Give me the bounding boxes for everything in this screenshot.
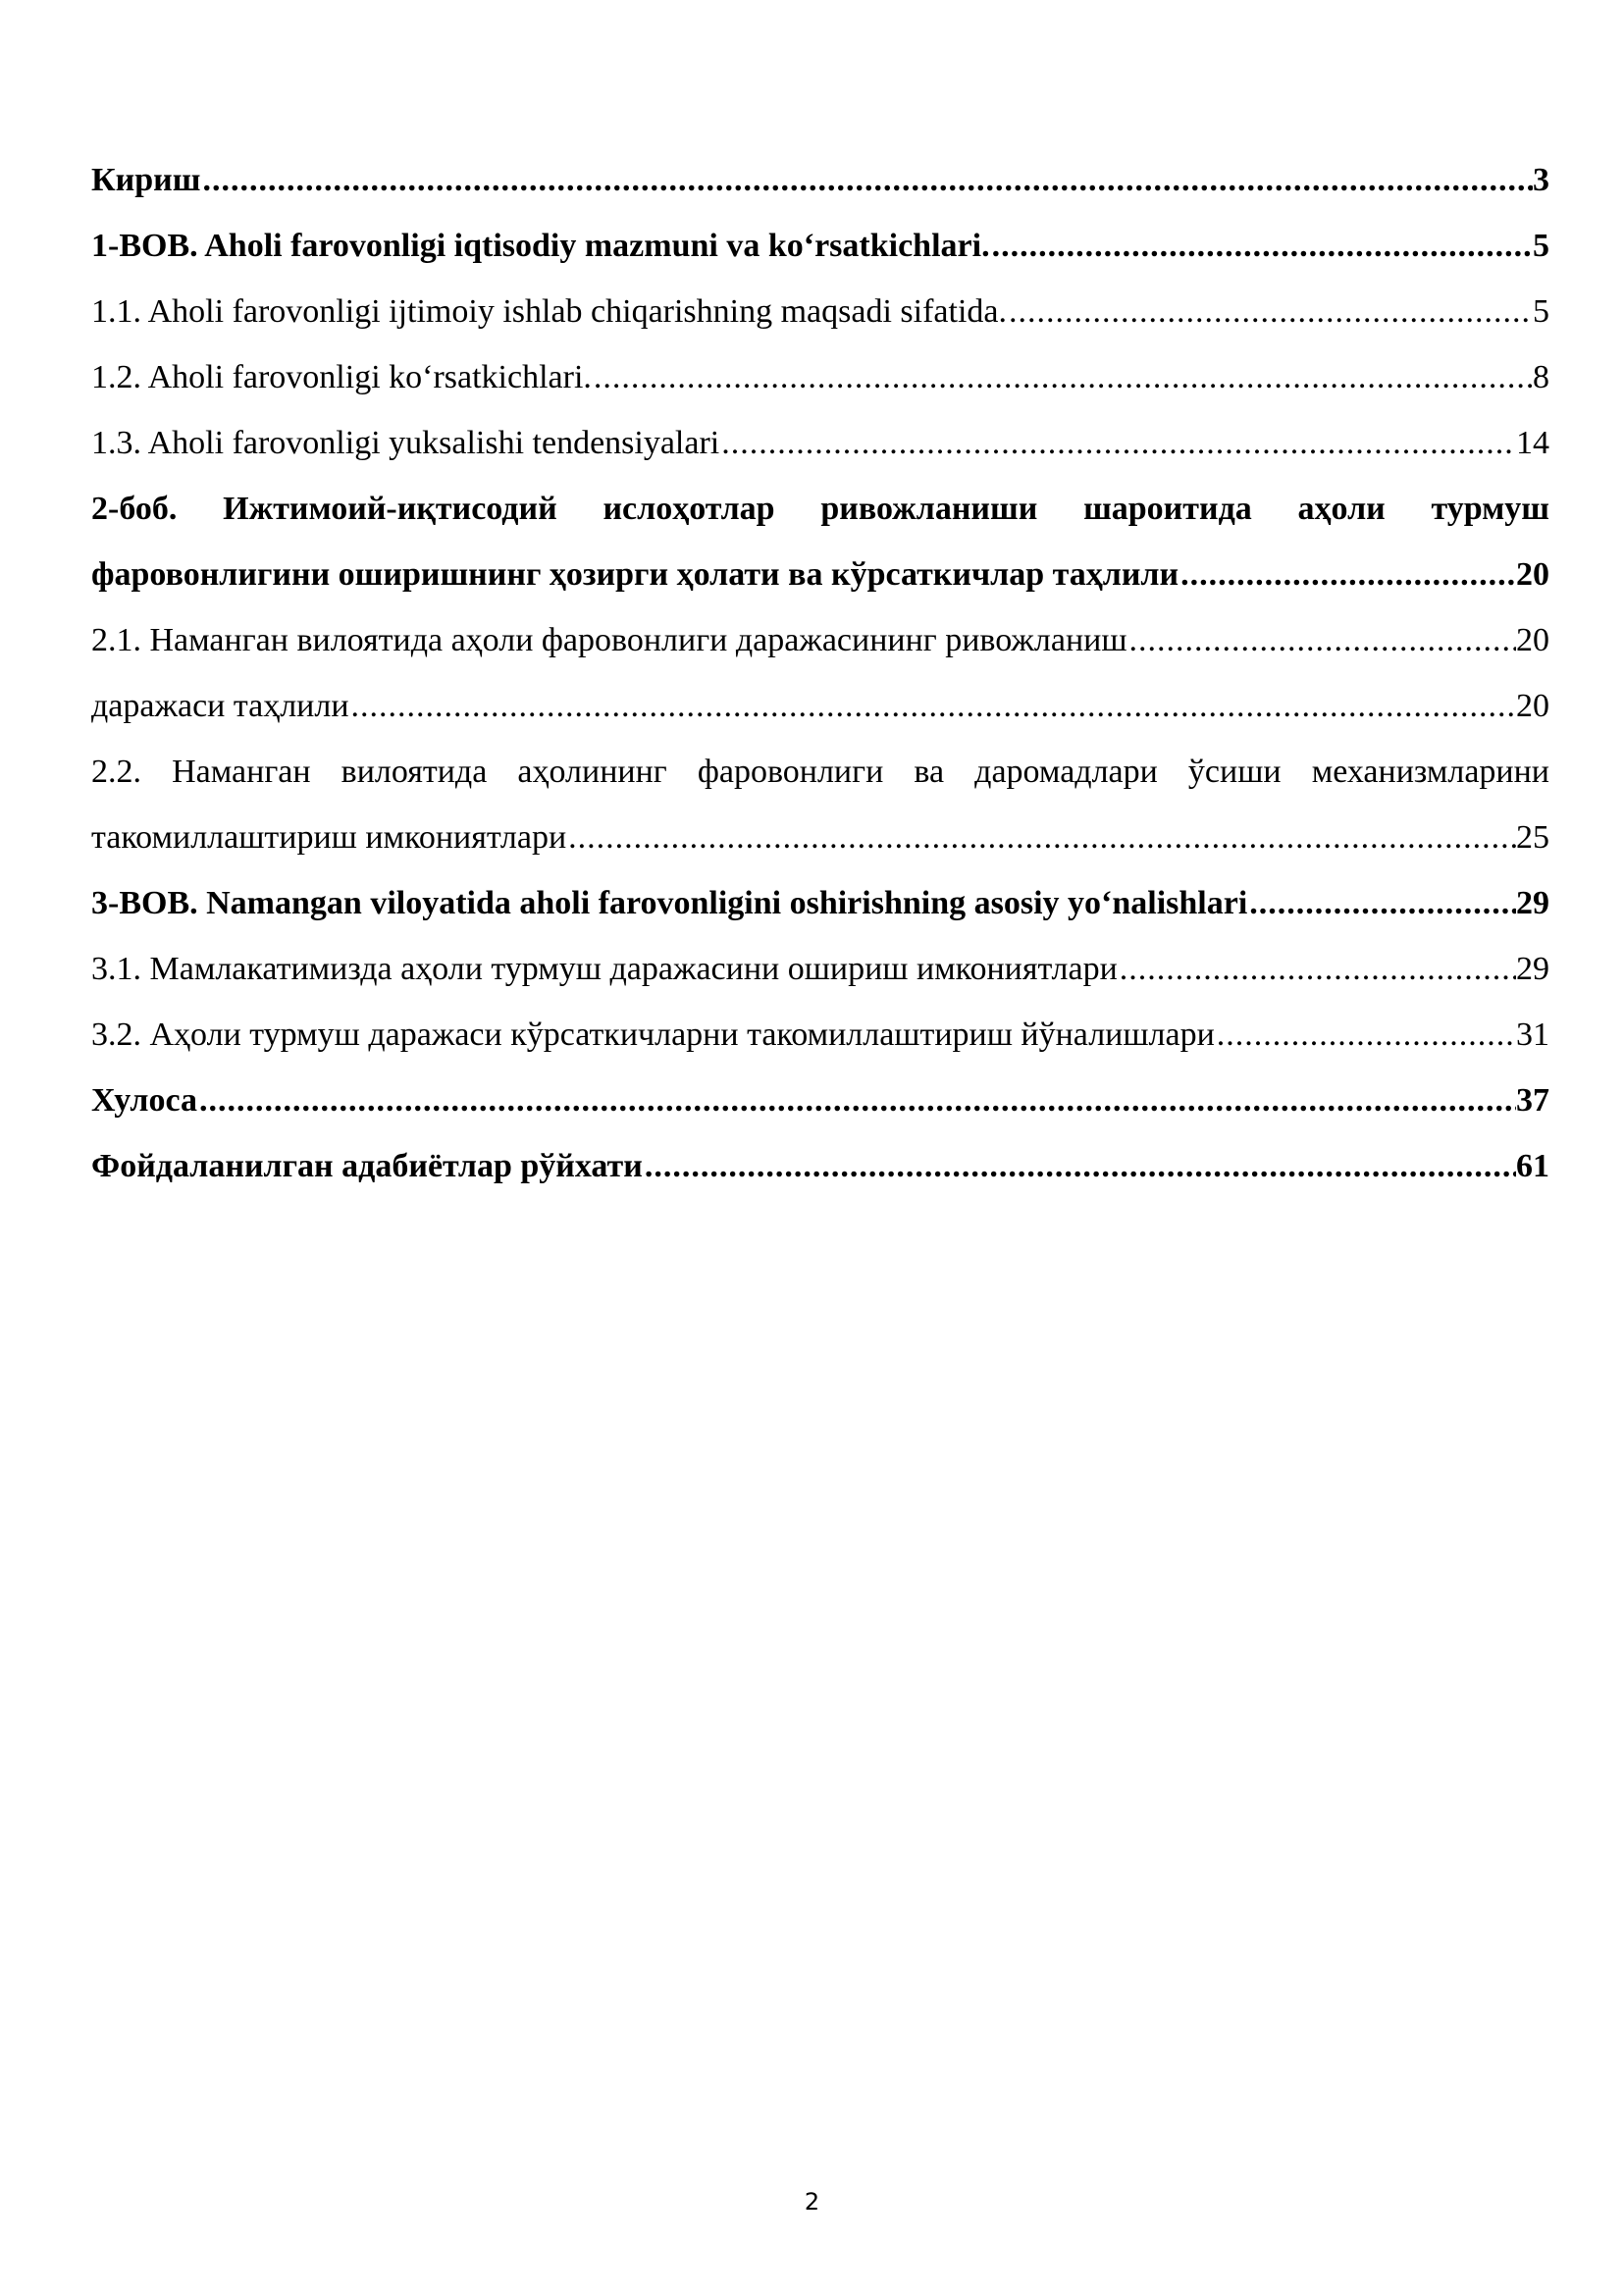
toc-entry-title: Фойдаланилган адабиётлар рўйхати	[91, 1148, 643, 1184]
toc-entry-title: даражаси таҳлили	[91, 688, 349, 724]
toc-entry-section-3-1[interactable]	[91, 936, 1549, 1002]
toc-leader-dots	[1007, 279, 1533, 344]
toc-entry-chapter-1[interactable]	[91, 213, 1549, 279]
toc-entry-title-line-1: 2.2. Наманган вилоятида аҳолининг фаровонлиги ва даромадлари ўсиши механизмларини	[91, 754, 1549, 790]
toc-leader-dots	[1247, 870, 1516, 936]
toc-page-number: 14	[1516, 425, 1549, 461]
toc-page-number: 8	[1533, 359, 1549, 395]
toc-entry-references[interactable]	[91, 1133, 1549, 1199]
toc-entry-title: 1.2. Aholi farovonligi ko‘rsatkichlari.	[91, 359, 592, 395]
toc-entry-section-1-2[interactable]	[91, 344, 1549, 410]
toc-leader-dots	[990, 213, 1533, 279]
toc-entry-section-3-2[interactable]	[91, 1002, 1549, 1068]
toc-entry-title-line-1: 2-боб. Ижтимоий-иқтисодий ислоҳотлар ривожланиши шароитида аҳоли турмуш	[91, 491, 1549, 527]
toc-entry-chapter-2[interactable]	[91, 476, 1549, 607]
toc-entry-chapter-3[interactable]	[91, 870, 1549, 936]
toc-leader-dots	[592, 344, 1533, 410]
toc-entry-title: фаровонлигини оширишнинг ҳозирги ҳолати ва кўрсаткичлар таҳлили	[91, 556, 1179, 593]
toc-page-number: 29	[1516, 885, 1549, 921]
toc-entry-section-1-1[interactable]	[91, 279, 1549, 344]
toc-page-number: 20	[1516, 688, 1549, 724]
toc-entry-title: 2.1. Наманган вилоятида аҳоли фаровонлиги даражасининг ривожланиш	[91, 622, 1127, 658]
toc-entry-section-2-1-cont[interactable]	[91, 673, 1549, 739]
toc-entry-section-2-2[interactable]	[91, 739, 1549, 870]
toc-leader-dots	[1215, 1002, 1516, 1068]
toc-entry-title: 1-BOB. Aholi farovonligi iqtisodiy mazmuni va ko‘rsatkichlari.	[91, 228, 990, 264]
toc-page-number: 5	[1533, 228, 1549, 264]
toc-leader-dots	[1127, 607, 1516, 673]
toc-entry-title: такомиллаштириш имкониятлари	[91, 819, 567, 856]
toc-entry-section-2-1[interactable]	[91, 607, 1549, 673]
toc-entry-title: 3.1. Мамлакатимизда аҳоли турмуш даражасини ошириш имкониятлари	[91, 951, 1118, 987]
toc-entry-title: 1.1. Aholi farovonligi ijtimoiy ishlab chiqarishning maqsadi sifatida.	[91, 293, 1007, 330]
table-of-contents	[91, 147, 1549, 1199]
toc-entry-title: Кириш	[91, 162, 201, 198]
toc-page-number: 3	[1533, 162, 1549, 198]
toc-entry-title: 3.2. Аҳоли турмуш даражаси кўрсаткичларни такомиллаштириш йўналишлари	[91, 1017, 1215, 1053]
toc-leader-dots	[719, 410, 1516, 476]
toc-entry-conclusion[interactable]	[91, 1068, 1549, 1133]
toc-page-number: 20	[1516, 556, 1549, 593]
toc-leader-dots	[566, 805, 1516, 870]
toc-page-number: 25	[1516, 819, 1549, 856]
toc-entry-title: Хулоса	[91, 1082, 197, 1119]
toc-leader-dots	[197, 1068, 1516, 1133]
toc-entry-introduction[interactable]	[91, 147, 1549, 213]
toc-leader-dots	[1118, 936, 1516, 1002]
toc-page-number: 61	[1516, 1148, 1549, 1184]
toc-leader-dots	[200, 147, 1533, 213]
toc-page-number: 29	[1516, 951, 1549, 987]
toc-leader-dots	[643, 1133, 1516, 1199]
toc-page-number: 37	[1516, 1082, 1549, 1119]
toc-page-number: 20	[1516, 622, 1549, 658]
toc-page-number: 5	[1533, 293, 1549, 330]
page-number: 2	[804, 2188, 820, 2216]
toc-entry-title: 1.3. Aholi farovonligi yuksalishi tendensiyalari	[91, 425, 720, 461]
toc-leader-dots	[349, 673, 1516, 739]
toc-entry-section-1-3[interactable]	[91, 410, 1549, 476]
toc-page-number: 31	[1516, 1017, 1549, 1053]
toc-leader-dots	[1179, 542, 1516, 607]
toc-entry-title: 3-BOB. Namangan viloyatida aholi farovonligini oshirishning asosiy yo‘nalishlari	[91, 885, 1248, 921]
